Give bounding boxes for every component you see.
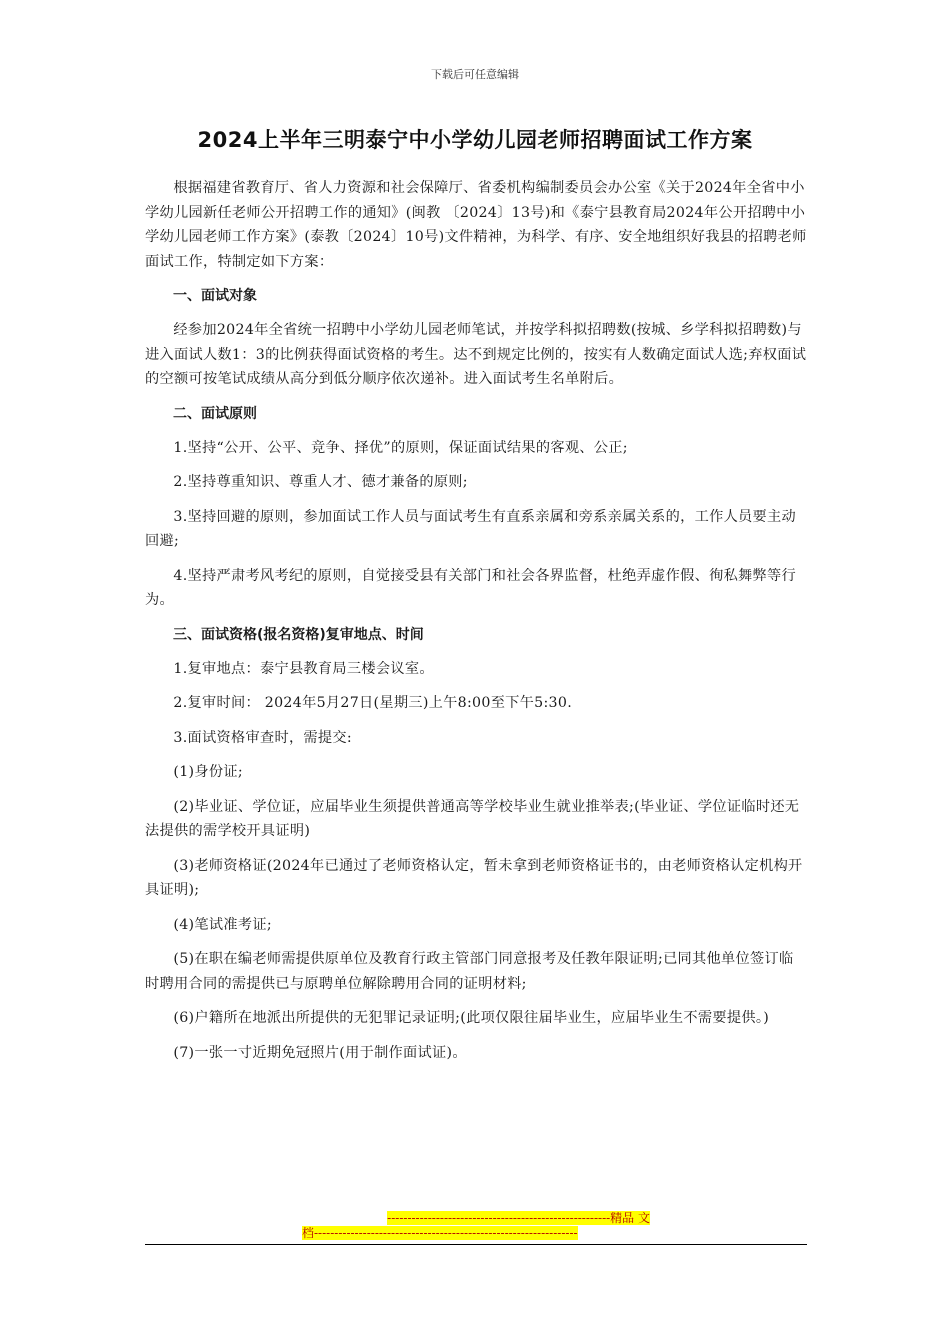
section-heading-3: 三、面试资格(报名资格)复审地点、时间 <box>173 626 424 643</box>
section-2-paragraph-3: 3.坚持回避的原则，参加面试工作人员与面试考生有直系亲属和旁系亲属关系的，工作人员要主动回避; <box>145 508 797 549</box>
section-2-paragraph-2: 2.坚持尊重知识、尊重人才、德才兼备的原则; <box>173 474 468 490</box>
section-3-paragraph-8: (5)在职在编老师需提供原单位及教育行政主管部门同意报考及任教年限证明;已同其他单位签订临时聘用合同的需提供已与原聘单位解除聘用合同的证明材料; <box>145 951 794 992</box>
section-3-paragraph-4: (1)身份证; <box>173 764 243 780</box>
section-3-paragraph-5: (2)毕业证、学位证，应届毕业生须提供普通高等学校毕业生就业推举表;(毕业证、学位证临时还无法提供的需学校开具证明) <box>145 798 800 839</box>
document-title: 2024上半年三明泰宁中小学幼儿园老师招聘面试工作方案 <box>197 128 753 152</box>
section-3-paragraph-10: (7)一张一寸近期免冠照片(用于制作面试证)。 <box>173 1044 467 1061</box>
header-note: 下载后可任意编辑 <box>431 68 519 81</box>
intro-paragraph: 根据福建省教育厅、省人力资源和社会保障厅、省委机构编制委员会办公室《关于2024年全省中小学幼儿园新任老师公开招聘工作的通知》(闽教 〔2024〕13号)和《泰宁县教育局2024年公开招聘中小学幼儿园老师工作方案》(泰教〔2024〕10号)文件精神，为科学、有序、安全地组织好我县的招聘老师面试工作，特制定如下方案： <box>145 180 807 270</box>
section-3-paragraph-6: (3)老师资格证(2024年已通过了老师资格认定，暂未拿到老师资格证书的，由老师资格认定机构开具证明); <box>145 857 803 898</box>
section-3-paragraph-3: 3.面试资格审查时，需提交: <box>173 729 352 746</box>
footer-watermark <box>302 1211 650 1241</box>
section-3-paragraph-9: (6)户籍所在地派出所提供的无犯罪记录证明;(此项仅限往届毕业生，应届毕业生不需要提供。) <box>173 1010 770 1026</box>
section-heading-2: 二、面试原则 <box>173 405 257 422</box>
document-body <box>145 176 807 1065</box>
section-3-paragraph-2: 2.复审时间： 2024年5月27日(星期三)上午8:00至下午5:30. <box>173 695 573 711</box>
section-3-paragraph-7: (4)笔试准考证; <box>173 916 272 933</box>
section-1-paragraph-1: 经参加2024年全省统一招聘中小学幼儿园老师笔试，并按学科拟招聘数(按城、乡学科拟招聘数)与进入面试人数1：3的比例获得面试资格的考生。达不到规定比例的，按实有人数确定面试人选;弃权面试的空额可按笔试成绩从高分到低分顺序依次递补。进入面试考生名单附后。 <box>145 322 807 387</box>
section-2-paragraph-4: 4.坚持严肃考风考纪的原则，自觉接受县有关部门和社会各界监督，杜绝弄虚作假、徇私舞弊等行为。 <box>145 567 797 608</box>
section-3-paragraph-1: 1.复审地点：泰宁县教育局三楼会议室。 <box>173 660 434 677</box>
footer-line-2: 档----------------------------------------------------------------- <box>302 1226 578 1240</box>
section-heading-1: 一、面试对象 <box>173 288 257 304</box>
footer-line-1: -------------------------------------------------------精品 文 <box>387 1211 650 1225</box>
section-2-paragraph-1: 1.坚持“公开、公平、竞争、择优”的原则，保证面试结果的客观、公正; <box>173 439 628 456</box>
footer-divider <box>145 1244 807 1245</box>
